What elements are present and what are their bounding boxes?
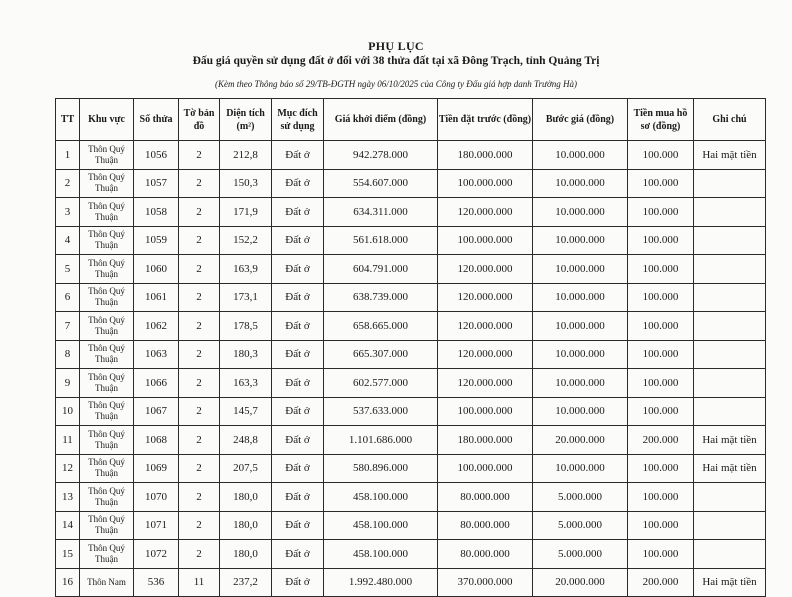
cell-use: Đất ở	[272, 340, 324, 369]
cell-size: 237,2	[220, 568, 272, 597]
header-tt: TT	[56, 99, 80, 141]
cell-area: Thôn Quý Thuận	[80, 226, 134, 255]
cell-size: 248,8	[220, 426, 272, 455]
cell-use: Đất ở	[272, 198, 324, 227]
cell-size: 178,5	[220, 312, 272, 341]
cell-lot: 1062	[134, 312, 179, 341]
cell-map: 2	[179, 483, 220, 512]
cell-use: Đất ở	[272, 226, 324, 255]
cell-use: Đất ở	[272, 568, 324, 597]
cell-size: 180,0	[220, 483, 272, 512]
cell-map: 2	[179, 169, 220, 198]
cell-size: 173,1	[220, 283, 272, 312]
cell-start-price: 604.791.000	[324, 255, 438, 284]
cell-file-fee: 100.000	[628, 198, 694, 227]
cell-area: Thôn Quý Thuận	[80, 369, 134, 398]
header-size: Diện tích (m²)	[220, 99, 272, 141]
cell-use: Đất ở	[272, 426, 324, 455]
cell-remark: Hai mặt tiền	[694, 454, 766, 483]
cell-area: Thôn Nam	[80, 568, 134, 597]
cell-deposit: 180.000.000	[438, 141, 533, 170]
cell-lot: 1059	[134, 226, 179, 255]
cell-lot: 1068	[134, 426, 179, 455]
cell-map: 2	[179, 426, 220, 455]
cell-tt: 2	[56, 169, 80, 198]
cell-lot: 1056	[134, 141, 179, 170]
cell-size: 180,0	[220, 511, 272, 540]
auction-lot-table	[55, 98, 766, 597]
cell-map: 2	[179, 283, 220, 312]
cell-lot: 1071	[134, 511, 179, 540]
cell-map: 2	[179, 369, 220, 398]
cell-price-step: 5.000.000	[533, 511, 628, 540]
document-reference-note: (Kèm theo Thông báo số 29/TB-ĐGTH ngày 06/10/2025 của Công ty Đấu giá hợp danh Trường Hà)	[214, 79, 577, 89]
cell-price-step: 5.000.000	[533, 483, 628, 512]
cell-area: Thôn Quý Thuận	[80, 540, 134, 569]
cell-lot: 1057	[134, 169, 179, 198]
table-row	[56, 169, 766, 198]
cell-price-step: 10.000.000	[533, 454, 628, 483]
cell-lot: 1061	[134, 283, 179, 312]
cell-tt: 10	[56, 397, 80, 426]
cell-start-price: 458.100.000	[324, 483, 438, 512]
cell-tt: 9	[56, 369, 80, 398]
cell-map: 2	[179, 141, 220, 170]
cell-tt: 5	[56, 255, 80, 284]
table-row	[56, 540, 766, 569]
table-body	[56, 141, 766, 597]
table-row	[56, 369, 766, 398]
cell-size: 145,7	[220, 397, 272, 426]
cell-lot: 536	[134, 568, 179, 597]
cell-size: 180,0	[220, 540, 272, 569]
cell-size: 180,3	[220, 340, 272, 369]
cell-map: 2	[179, 312, 220, 341]
cell-area: Thôn Quý Thuận	[80, 511, 134, 540]
cell-file-fee: 100.000	[628, 397, 694, 426]
cell-use: Đất ở	[272, 454, 324, 483]
cell-tt: 12	[56, 454, 80, 483]
cell-remark	[694, 198, 766, 227]
table-row	[56, 283, 766, 312]
cell-remark	[694, 540, 766, 569]
cell-deposit: 370.000.000	[438, 568, 533, 597]
cell-price-step: 10.000.000	[533, 226, 628, 255]
table-row	[56, 255, 766, 284]
cell-tt: 1	[56, 141, 80, 170]
header-start-price: Giá khởi điểm (đồng)	[324, 99, 438, 141]
header-deposit: Tiền đặt trước (đồng)	[438, 99, 533, 141]
cell-use: Đất ở	[272, 511, 324, 540]
cell-remark	[694, 312, 766, 341]
cell-file-fee: 100.000	[628, 511, 694, 540]
cell-size: 163,3	[220, 369, 272, 398]
cell-remark	[694, 511, 766, 540]
cell-remark: Hai mặt tiền	[694, 568, 766, 597]
cell-tt: 16	[56, 568, 80, 597]
cell-file-fee: 100.000	[628, 483, 694, 512]
cell-deposit: 100.000.000	[438, 454, 533, 483]
table-row	[56, 226, 766, 255]
cell-start-price: 580.896.000	[324, 454, 438, 483]
table-row	[56, 568, 766, 597]
cell-remark	[694, 483, 766, 512]
cell-remark: Hai mặt tiền	[694, 141, 766, 170]
cell-price-step: 10.000.000	[533, 255, 628, 284]
cell-size: 212,8	[220, 141, 272, 170]
cell-map: 2	[179, 511, 220, 540]
cell-map: 2	[179, 397, 220, 426]
cell-price-step: 5.000.000	[533, 540, 628, 569]
cell-start-price: 942.278.000	[324, 141, 438, 170]
table-row	[56, 511, 766, 540]
cell-start-price: 658.665.000	[324, 312, 438, 341]
cell-use: Đất ở	[272, 141, 324, 170]
cell-price-step: 10.000.000	[533, 283, 628, 312]
cell-tt: 15	[56, 540, 80, 569]
cell-remark	[694, 283, 766, 312]
cell-use: Đất ở	[272, 169, 324, 198]
cell-use: Đất ở	[272, 483, 324, 512]
cell-deposit: 100.000.000	[438, 169, 533, 198]
document-title: PHỤ LỤC	[368, 39, 424, 53]
cell-start-price: 554.607.000	[324, 169, 438, 198]
cell-deposit: 120.000.000	[438, 369, 533, 398]
cell-start-price: 634.311.000	[324, 198, 438, 227]
cell-remark	[694, 226, 766, 255]
cell-price-step: 20.000.000	[533, 568, 628, 597]
table-row	[56, 198, 766, 227]
header-area: Khu vực	[80, 99, 134, 141]
cell-use: Đất ở	[272, 255, 324, 284]
cell-price-step: 20.000.000	[533, 426, 628, 455]
cell-tt: 13	[56, 483, 80, 512]
cell-map: 2	[179, 255, 220, 284]
cell-map: 2	[179, 540, 220, 569]
header-price-step: Bước giá (đồng)	[533, 99, 628, 141]
cell-size: 163,9	[220, 255, 272, 284]
cell-use: Đất ở	[272, 369, 324, 398]
cell-price-step: 10.000.000	[533, 169, 628, 198]
cell-deposit: 80.000.000	[438, 511, 533, 540]
cell-lot: 1060	[134, 255, 179, 284]
cell-tt: 6	[56, 283, 80, 312]
cell-price-step: 10.000.000	[533, 141, 628, 170]
table-row	[56, 483, 766, 512]
cell-file-fee: 200.000	[628, 426, 694, 455]
cell-deposit: 120.000.000	[438, 198, 533, 227]
cell-tt: 4	[56, 226, 80, 255]
cell-size: 150,3	[220, 169, 272, 198]
table-row	[56, 426, 766, 455]
table-row	[56, 340, 766, 369]
cell-tt: 3	[56, 198, 80, 227]
cell-lot: 1058	[134, 198, 179, 227]
cell-file-fee: 100.000	[628, 255, 694, 284]
cell-price-step: 10.000.000	[533, 369, 628, 398]
cell-price-step: 10.000.000	[533, 198, 628, 227]
cell-start-price: 458.100.000	[324, 511, 438, 540]
cell-area: Thôn Quý Thuận	[80, 454, 134, 483]
cell-file-fee: 200.000	[628, 568, 694, 597]
cell-start-price: 561.618.000	[324, 226, 438, 255]
cell-file-fee: 100.000	[628, 340, 694, 369]
cell-area: Thôn Quý Thuận	[80, 397, 134, 426]
cell-remark	[694, 169, 766, 198]
cell-map: 2	[179, 226, 220, 255]
cell-price-step: 10.000.000	[533, 397, 628, 426]
cell-remark: Hai mặt tiền	[694, 426, 766, 455]
cell-area: Thôn Quý Thuận	[80, 141, 134, 170]
cell-use: Đất ở	[272, 312, 324, 341]
table-row	[56, 454, 766, 483]
cell-deposit: 120.000.000	[438, 340, 533, 369]
header-file-fee: Tiền mua hồ sơ (đồng)	[628, 99, 694, 141]
cell-deposit: 180.000.000	[438, 426, 533, 455]
cell-tt: 7	[56, 312, 80, 341]
cell-remark	[694, 397, 766, 426]
cell-start-price: 537.633.000	[324, 397, 438, 426]
table-header	[56, 99, 766, 141]
cell-remark	[694, 369, 766, 398]
cell-price-step: 10.000.000	[533, 340, 628, 369]
cell-map: 2	[179, 198, 220, 227]
cell-start-price: 638.739.000	[324, 283, 438, 312]
cell-map: 11	[179, 568, 220, 597]
header-lot: Số thửa	[134, 99, 179, 141]
cell-lot: 1067	[134, 397, 179, 426]
cell-tt: 11	[56, 426, 80, 455]
cell-lot: 1063	[134, 340, 179, 369]
cell-use: Đất ở	[272, 540, 324, 569]
cell-use: Đất ở	[272, 397, 324, 426]
cell-size: 152,2	[220, 226, 272, 255]
cell-deposit: 120.000.000	[438, 312, 533, 341]
cell-lot: 1072	[134, 540, 179, 569]
cell-file-fee: 100.000	[628, 312, 694, 341]
cell-file-fee: 100.000	[628, 226, 694, 255]
cell-start-price: 458.100.000	[324, 540, 438, 569]
document-subtitle: Đấu giá quyền sử dụng đất ở đối với 38 thửa đất tại xã Đông Trạch, tỉnh Quảng Trị	[192, 55, 600, 67]
cell-deposit: 80.000.000	[438, 540, 533, 569]
cell-file-fee: 100.000	[628, 540, 694, 569]
cell-area: Thôn Quý Thuận	[80, 198, 134, 227]
cell-file-fee: 100.000	[628, 369, 694, 398]
cell-deposit: 80.000.000	[438, 483, 533, 512]
cell-start-price: 602.577.000	[324, 369, 438, 398]
cell-deposit: 120.000.000	[438, 255, 533, 284]
cell-area: Thôn Quý Thuận	[80, 483, 134, 512]
table-row	[56, 312, 766, 341]
cell-deposit: 120.000.000	[438, 283, 533, 312]
cell-file-fee: 100.000	[628, 454, 694, 483]
cell-file-fee: 100.000	[628, 169, 694, 198]
cell-price-step: 10.000.000	[533, 312, 628, 341]
cell-area: Thôn Quý Thuận	[80, 312, 134, 341]
cell-deposit: 100.000.000	[438, 397, 533, 426]
cell-start-price: 1.101.686.000	[324, 426, 438, 455]
cell-file-fee: 100.000	[628, 141, 694, 170]
cell-area: Thôn Quý Thuận	[80, 283, 134, 312]
cell-tt: 8	[56, 340, 80, 369]
cell-lot: 1069	[134, 454, 179, 483]
cell-area: Thôn Quý Thuận	[80, 426, 134, 455]
cell-remark	[694, 340, 766, 369]
cell-lot: 1066	[134, 369, 179, 398]
cell-start-price: 665.307.000	[324, 340, 438, 369]
cell-map: 2	[179, 454, 220, 483]
cell-area: Thôn Quý Thuận	[80, 340, 134, 369]
cell-use: Đất ở	[272, 283, 324, 312]
table-row	[56, 397, 766, 426]
header-map: Tờ bản đồ	[179, 99, 220, 141]
header-remark: Ghi chú	[694, 99, 766, 141]
cell-area: Thôn Quý Thuận	[80, 169, 134, 198]
cell-size: 171,9	[220, 198, 272, 227]
cell-lot: 1070	[134, 483, 179, 512]
cell-deposit: 100.000.000	[438, 226, 533, 255]
cell-start-price: 1.992.480.000	[324, 568, 438, 597]
cell-file-fee: 100.000	[628, 283, 694, 312]
cell-map: 2	[179, 340, 220, 369]
cell-tt: 14	[56, 511, 80, 540]
cell-remark	[694, 255, 766, 284]
cell-size: 207,5	[220, 454, 272, 483]
cell-area: Thôn Quý Thuận	[80, 255, 134, 284]
table-row	[56, 141, 766, 170]
header-use: Mục đích sử dụng	[272, 99, 324, 141]
